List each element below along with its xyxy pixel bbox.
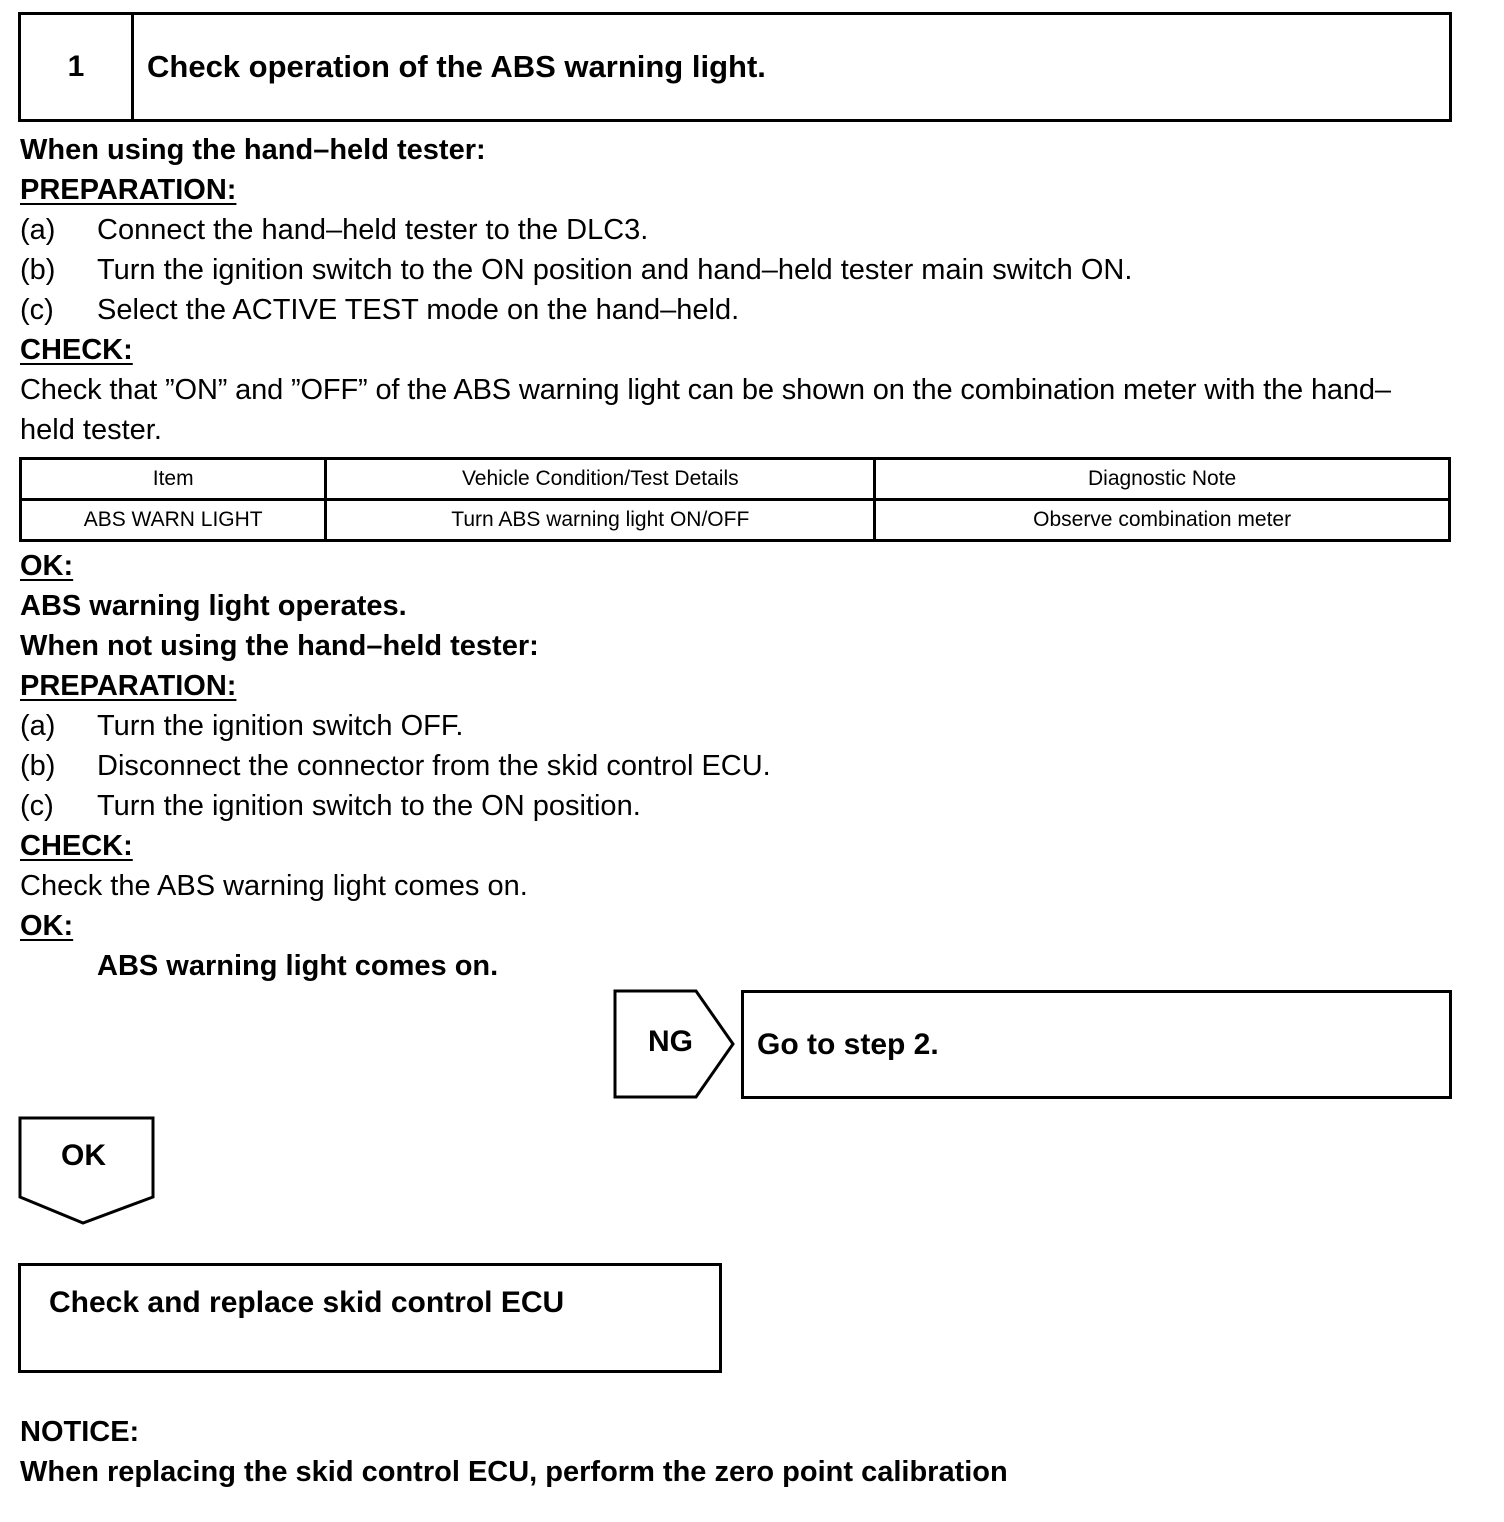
step-label: (c) [20,790,54,822]
ng-action-box [741,990,1452,1099]
step-text: Disconnect the connector from the skid control ECU. [97,750,771,782]
ok-text-2: ABS warning light comes on. [97,950,499,982]
prep-step-c-1 [0,290,1504,330]
table-row [21,500,1450,541]
notice-text: When replacing the skid control ECU, perform the zero point calibration [20,1456,1008,1488]
step-label: (a) [20,710,56,742]
step-label: (c) [20,294,54,326]
table-cell: Observe combination meter [875,500,1450,541]
step-header [18,12,1452,122]
replace-ecu-box [18,1263,722,1373]
check-text-1-line2: held tester. [20,414,162,446]
prep-step-b-2 [0,746,1504,786]
ok-text-1: ABS warning light operates. [20,590,407,622]
prep-step-a-2 [0,706,1504,746]
preparation-label-2: PREPARATION: [20,670,237,702]
table-header-cell: Diagnostic Note [875,459,1450,500]
step-number: 1 [21,15,134,119]
prep-step-c-2 [0,786,1504,826]
step-text: Select the ACTIVE TEST mode on the hand–held. [97,294,740,326]
check-text-1-line1: Check that ”ON” and ”OFF” of the ABS warning light can be shown on the combination meter with the hand– [20,374,1391,406]
prep-step-a-1 [0,210,1504,250]
step-text: Turn the ignition switch to the ON position. [97,790,641,822]
step-text: Connect the hand–held tester to the DLC3. [97,214,649,246]
step-title: Check operation of the ABS warning light. [147,49,766,84]
check-label-1: CHECK: [20,334,133,366]
prep-step-b-1 [0,250,1504,290]
notice-label: NOTICE: [20,1416,140,1448]
ok-label-2: OK: [20,910,74,942]
ng-tag-label: NG [648,1025,693,1058]
step-text: Turn the ignition switch OFF. [97,710,464,742]
table-header-cell: Item [21,459,326,500]
table-cell: Turn ABS warning light ON/OFF [326,500,875,541]
step-label: (b) [20,254,56,286]
ng-action-text: Go to step 2. [757,1027,939,1061]
ok-tag-label: OK [61,1139,106,1172]
table-header-cell: Vehicle Condition/Test Details [326,459,875,500]
table-header-row [21,459,1450,500]
preparation-label-1: PREPARATION: [20,174,237,206]
ok-label-1: OK: [20,550,74,582]
check-text-2: Check the ABS warning light comes on. [20,870,528,902]
active-test-table [19,457,1451,542]
without-tester-heading: When not using the hand–held tester: [20,630,539,662]
step-text: Turn the ignition switch to the ON position and hand–held tester main switch ON. [97,254,1133,286]
step-label: (b) [20,750,56,782]
replace-ecu-text: Check and replace skid control ECU [49,1286,565,1319]
with-tester-heading: When using the hand–held tester: [20,134,486,166]
step-label: (a) [20,214,56,246]
table-cell: ABS WARN LIGHT [21,500,326,541]
check-label-2: CHECK: [20,830,133,862]
